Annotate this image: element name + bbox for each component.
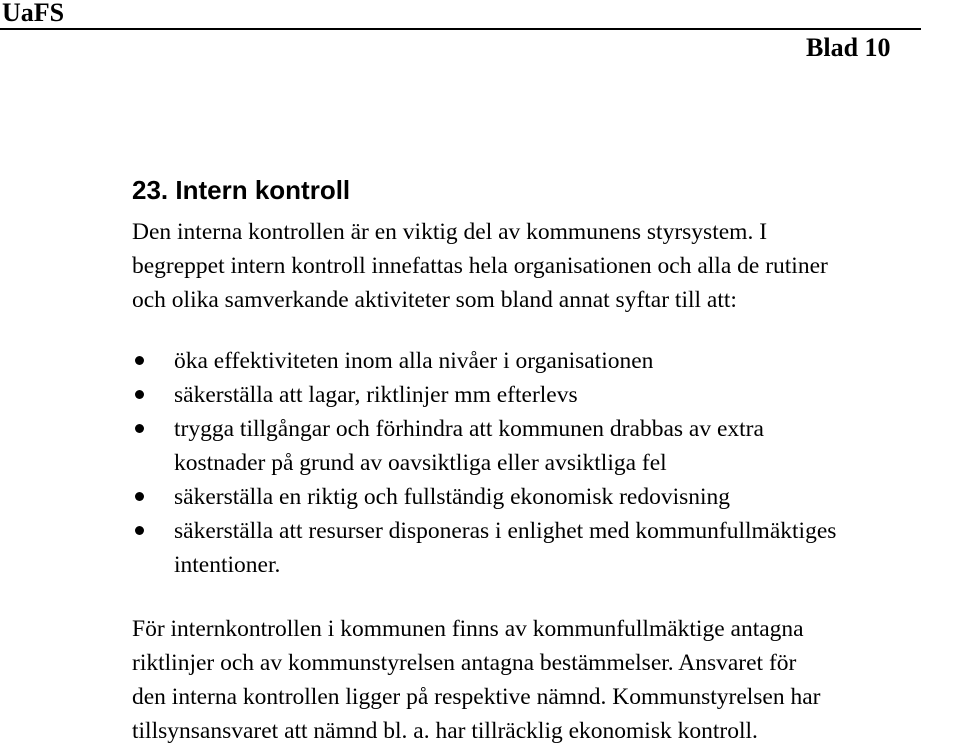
list-item	[132, 412, 960, 480]
intro-line: och olika samverkande aktiviteter som bland annat syftar till att:	[132, 287, 737, 313]
header-rule	[0, 28, 921, 30]
list-item-text: trygga tillgångar och förhindra att kommunen drabbas av extra	[174, 416, 764, 442]
intro-line: Den interna kontrollen är en viktig del av kommunens styrsystem. I	[132, 219, 768, 245]
bullet-icon	[135, 390, 144, 399]
purpose-list	[132, 344, 960, 582]
closing-line: För internkontrollen i kommunen finns av kommunfullmäktige antagna	[132, 616, 804, 642]
list-item-text: öka effektiviteten inom alla nivåer i organisationen	[174, 348, 654, 374]
closing-paragraph	[132, 612, 942, 748]
list-item-text: kostnader på grund av oavsiktliga eller avsiktliga fel	[174, 450, 667, 476]
bullet-icon	[135, 526, 144, 535]
list-item-text: intentioner.	[174, 552, 281, 578]
closing-line: riktlinjer och av kommunstyrelsen antagna bestämmelser. Ansvaret för	[132, 650, 797, 676]
bullet-icon	[135, 492, 144, 501]
intro-paragraph	[132, 215, 912, 317]
list-item	[132, 514, 960, 582]
list-item	[132, 344, 960, 378]
closing-line: den interna kontrollen ligger på respektive nämnd. Kommunstyrelsen har	[132, 684, 821, 710]
list-item	[132, 480, 960, 514]
list-item-text: säkerställa att resurser disponeras i enlighet med kommunfullmäktiges	[174, 518, 837, 544]
organization-name: UaFS	[2, 0, 65, 27]
intro-line: begreppet intern kontroll innefattas hela organisationen och alla de rutiner	[132, 253, 828, 279]
list-item-text: säkerställa att lagar, riktlinjer mm efterlevs	[174, 382, 578, 408]
list-item	[132, 378, 960, 412]
closing-line: tillsynsansvaret att nämnd bl. a. har tillräcklig ekonomisk kontroll.	[132, 718, 758, 744]
page-label: Blad 10	[806, 33, 891, 62]
list-item-text: säkerställa en riktig och fullständig ekonomisk redovisning	[174, 484, 731, 510]
bullet-icon	[135, 424, 144, 433]
section-heading: 23. Intern kontroll	[132, 175, 351, 205]
bullet-icon	[135, 356, 144, 365]
